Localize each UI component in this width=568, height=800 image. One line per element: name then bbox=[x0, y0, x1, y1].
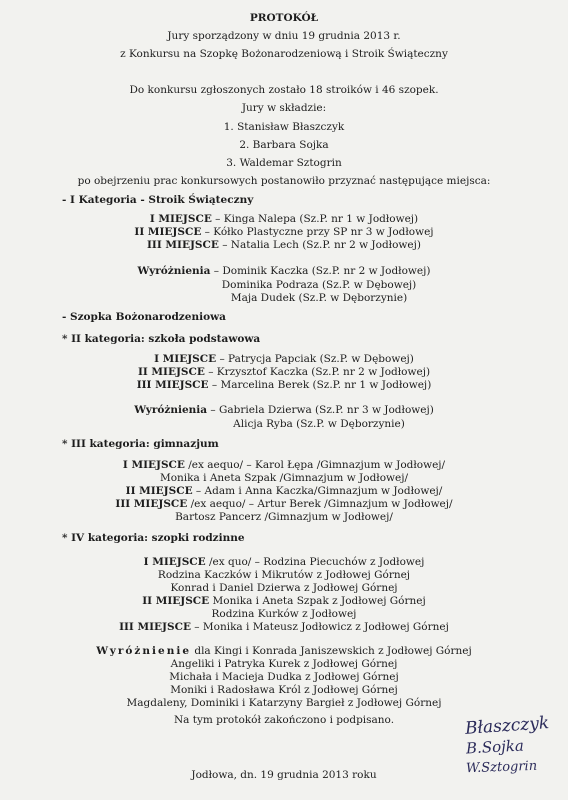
place-text: Monika i Aneta Szpak z Jodłowej Górnej bbox=[209, 595, 426, 607]
honor-text: – Dominik Kaczka (Sz.P. nr 2 w Jodłowej) bbox=[210, 265, 431, 277]
category-1-heading: - I Kategoria - Stroik Świąteczny bbox=[62, 194, 254, 206]
jury-member-1: 1. Stanisław Błaszczyk bbox=[223, 121, 345, 133]
cat1-place-3 bbox=[0, 239, 568, 252]
place-text: – Krzysztof Kaczka (Sz.P. nr 2 w Jodłowej) bbox=[204, 366, 431, 378]
cat1-place-2 bbox=[0, 226, 568, 239]
szopka-heading: - Szopka Bożonarodzeniowa bbox=[62, 311, 226, 323]
place-text: – Kółko Plastyczne przy SP nr 3 w Jodłowej bbox=[201, 226, 434, 238]
place-text: /ex aequo/ – Karol Łępa /Gimnazjum w Jodłowej/ bbox=[184, 459, 446, 471]
place-label: II MIEJSCE bbox=[125, 485, 193, 497]
cat4-honorable-3: Michała i Macieja Dudka z Jodłowej Górnej bbox=[169, 671, 399, 683]
place-label: I MIEJSCE bbox=[122, 459, 185, 471]
jury-heading: Jury w składzie: bbox=[241, 102, 327, 114]
header-line-1: Jury sporządzony w dniu 19 grudnia 2013 r. bbox=[167, 30, 401, 42]
cat3-place-1 bbox=[0, 459, 568, 472]
cat4-place-1c: Konrad i Daniel Dzierwa z Jodłowej Górnej bbox=[170, 582, 398, 594]
place-label: I MIEJSCE bbox=[143, 556, 206, 568]
cat4-place-2b: Rodzina Kurków z Jodłowej bbox=[211, 608, 357, 620]
cat2-honorable-2: Alicja Ryba (Sz.P. w Dęborzynie) bbox=[233, 418, 405, 430]
document-title: PROTOKÓŁ bbox=[249, 12, 319, 24]
place-text: – Monika i Mateusz Jodłowicz z Jodłowej Górnej bbox=[190, 621, 449, 633]
cat4-place-1 bbox=[0, 556, 568, 569]
place-text: – Natalia Lech (Sz.P. nr 2 w Jodłowej) bbox=[218, 239, 421, 251]
category-2-heading: * II kategoria: szkoła podstawowa bbox=[62, 333, 261, 345]
honor-label: Wyróżnienie bbox=[96, 645, 192, 657]
place-label: III MIEJSCE bbox=[136, 379, 209, 391]
header-line-2: z Konkursu na Szopkę Bożonarodzeniową i Stroik Świąteczny bbox=[120, 48, 448, 60]
cat4-place-2 bbox=[0, 595, 568, 608]
place-text: – Adam i Anna Kaczka/Gimnazjum w Jodłowej/ bbox=[192, 485, 443, 497]
cat3-place-1b: Monika i Aneta Szpak /Gimnazjum w Jodłowej/ bbox=[159, 472, 409, 484]
place-date: Jodłowa, dn. 19 grudnia 2013 roku bbox=[191, 769, 377, 781]
signature-3: W.Sztogrin bbox=[465, 758, 538, 777]
cat2-honorable-1 bbox=[0, 404, 568, 417]
place-label: I MIEJSCE bbox=[149, 213, 212, 225]
place-text: /ex aequo/ – Artur Berek /Gimnazjum w Jodłowej/ bbox=[187, 498, 453, 510]
honor-text: dla Kingi i Konrada Janiszewskich z Jodłowej Górnej bbox=[191, 645, 472, 657]
cat2-place-2 bbox=[0, 366, 568, 379]
place-text: – Kinga Nalepa (Sz.P. nr 1 w Jodłowej) bbox=[211, 213, 419, 225]
cat2-place-1 bbox=[0, 353, 568, 366]
place-label: III MIEJSCE bbox=[147, 239, 219, 251]
cat4-honorable-2: Angeliki i Patryka Kurek z Jodłowej Górnej bbox=[170, 658, 398, 670]
cat1-honorable-1 bbox=[0, 265, 568, 278]
cat4-honorable-4: Moniki i Radosława Król z Jodłowej Górnej bbox=[170, 684, 398, 696]
place-label: II MIEJSCE bbox=[142, 595, 210, 607]
place-label: III MIEJSCE bbox=[119, 621, 191, 633]
cat3-place-3b: Bartosz Pancerz /Gimnazjum w Jodłowej/ bbox=[175, 511, 393, 523]
cat3-place-3 bbox=[0, 498, 568, 511]
place-label: II MIEJSCE bbox=[134, 226, 202, 238]
signature-1: Błaszczyk bbox=[464, 713, 550, 739]
closing-line: Na tym protokół zakończono i podpisano. bbox=[173, 714, 395, 726]
cat1-honorable-3: Maja Dudek (Sz.P. w Dęborzynie) bbox=[230, 292, 408, 304]
cat2-place-3 bbox=[0, 379, 568, 392]
place-text: – Marcelina Berek (Sz.P. nr 1 w Jodłowej) bbox=[208, 379, 432, 391]
honor-text: – Gabriela Dzierwa (Sz.P. nr 3 w Jodłowej) bbox=[207, 404, 434, 416]
submitted-info: Do konkursu zgłoszonych zostało 18 stroików i 46 szopek. bbox=[129, 84, 439, 96]
decision-line: po obejrzeniu prac konkursowych postanowiło przyznać następujące miejsca: bbox=[77, 175, 491, 187]
jury-member-3: 3. Waldemar Sztogrin bbox=[226, 157, 342, 169]
place-text: /ex quo/ – Rodzina Piecuchów z Jodłowej bbox=[205, 556, 425, 568]
cat4-place-3 bbox=[0, 621, 568, 634]
cat3-place-2 bbox=[0, 485, 568, 498]
cat4-honorable-1 bbox=[0, 645, 568, 658]
honor-label: Wyróżnienia bbox=[137, 265, 211, 277]
place-label: II MIEJSCE bbox=[137, 366, 205, 378]
cat4-honorable-5: Magdaleny, Dominiki i Katarzyny Bargieł z Jodłowej Górnej bbox=[126, 697, 442, 709]
place-label: I MIEJSCE bbox=[154, 353, 217, 365]
signature-2: B.Sojka bbox=[465, 736, 525, 758]
place-label: III MIEJSCE bbox=[115, 498, 188, 510]
cat1-place-1 bbox=[0, 213, 568, 226]
jury-member-2: 2. Barbara Sojka bbox=[239, 139, 329, 151]
honor-label: Wyróżnienia bbox=[134, 404, 208, 416]
place-text: – Patrycja Papciak (Sz.P. w Dębowej) bbox=[216, 353, 414, 365]
cat4-place-1b: Rodzina Kaczków i Mikrutów z Jodłowej Górnej bbox=[157, 569, 411, 581]
cat1-honorable-2: Dominika Podraza (Sz.P. w Dębowej) bbox=[221, 279, 417, 291]
category-4-heading: * IV kategoria: szopki rodzinne bbox=[62, 532, 245, 544]
category-3-heading: * III kategoria: gimnazjum bbox=[62, 438, 219, 450]
